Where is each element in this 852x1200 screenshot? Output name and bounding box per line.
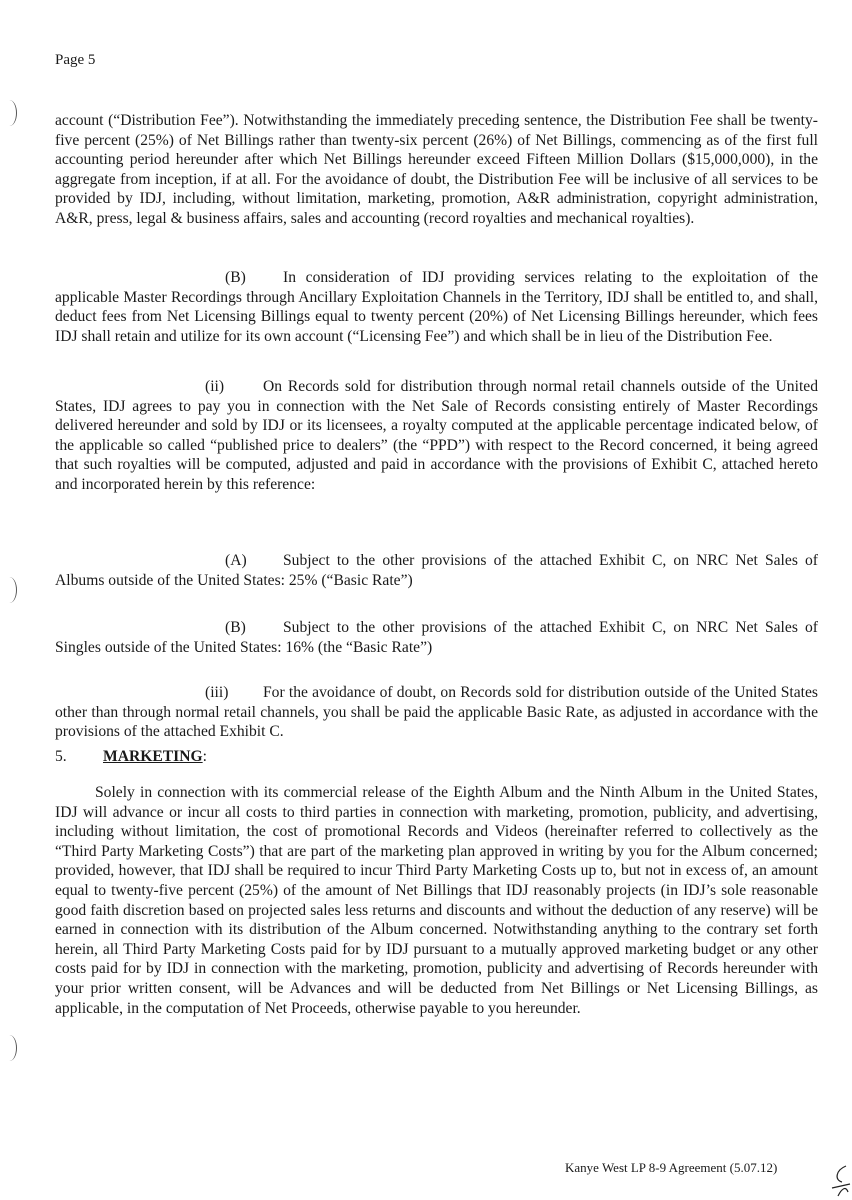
paragraph-foreign-royalty: [55, 377, 818, 495]
clause-text: For the avoidance of doubt, on Records sold for distribution outside of the United States other than through normal retail channels, you shall be paid the applicable Basic Rate, as adjusted in accordance with the provisions of the attached Exhibit C.: [55, 684, 818, 741]
binder-hole-mark: [2, 100, 17, 126]
clause-label: (B): [225, 619, 246, 636]
paragraph-distribution-fee: account (“Distribution Fee”). Notwithstanding the immediately preceding sentence, the Distribution Fee shall be twenty-five percent (25%) of Net Billings rather than twenty-six percent (26%) of Net Billings, commencing as of the first full accounting period hereunder after which Net Billings hereunder exceed Fifteen Million Dollars ($15,000,000), in the aggregate from inception, if at all. For the avoidance of doubt, the Distribution Fee will be inclusive of all services to be provided by IDJ, including, without limitation, marketing, promotion, A&R administration, copyright administration, A&R, press, legal & business affairs, sales and accounting (record royalties and mechanical royalties).: [55, 112, 818, 227]
section-colon: :: [202, 748, 207, 765]
section-heading-marketing: [55, 748, 207, 766]
clause-label: (iii): [205, 684, 229, 701]
clause-text: On Records sold for distribution through normal retail channels outside of the United States, IDJ agrees to pay you in connection with the Net Sale of Records consisting entirely of Master Recordings delivered hereunder and sold by IDJ or its licensees, a royalty computed at the applicable percentage indicated below, of the applicable so called “published price to dealers” (the “PPD”) with respect to the Record concerned, it being agreed that such royalties will be computed, adjusted and paid in accordance with the provisions of Exhibit C, attached hereto and incorporated herein by this reference:: [55, 378, 818, 493]
section-number: 5.: [55, 748, 67, 765]
clause-text: Subject to the other provisions of the attached Exhibit C, on NRC Net Sales of Albums outside of the United States: 25% (“Basic Rate”): [55, 552, 818, 589]
initials-signature: [828, 1162, 852, 1200]
clause-label: (ii): [205, 378, 225, 395]
binder-hole-mark: [2, 577, 17, 603]
clause-text: In consideration of IDJ providing services relating to the exploitation of the applicable Master Recordings through Ancillary Exploitation Channels in the Territory, IDJ shall be entitled to, and shall, deduct fees from Net Licensing Billings equal to twenty percent (20%) of Net Licensing Billings hereunder, which fees IDJ shall retain and utilize for its own account (“Licensing Fee”) and which shall be in lieu of the Distribution Fee.: [55, 269, 818, 345]
section-title: MARKETING: [103, 748, 203, 765]
binder-hole-mark: [2, 1035, 17, 1061]
clause-label: (B): [225, 269, 246, 286]
paragraph-non-retail: [55, 683, 818, 742]
paragraph-albums-rate: [55, 551, 818, 590]
clause-label: (A): [225, 552, 247, 569]
section-body: Solely in connection with its commercial release of the Eighth Album and the Ninth Album in the United States, IDJ will advance or incur all costs to third parties in connection with marketing, promotion, publicity, and advertising, including without limitation, the cost of promotional Records and Videos (hereinafter referred to collectively as the “Third Party Marketing Costs”) that are part of the marketing plan approved in writing by you for the Album concerned; provided, however, that IDJ shall be required to incur Third Party Marketing Costs up to, but not in excess of, an amount equal to twenty-five percent (25%) of the amount of Net Billings that IDJ reasonably projects (in IDJ’s sole reasonable good faith discretion based on projected sales less returns and discounts and without the deduction of any reserve) will be earned in connection with its distribution of the Album concerned. Notwithstanding anything to the contrary set forth herein, all Third Party Marketing Costs paid for by IDJ pursuant to a mutually approved marketing budget or any other costs paid for by IDJ in connection with the marketing, promotion, publicity and advertising of Records hereunder with your prior written consent, will be Advances and will be deducted from Net Billings or Net Licensing Billings, as applicable, in the computation of Net Proceeds, otherwise payable to you hereunder.: [55, 784, 818, 1017]
paragraph-licensing-fee: [55, 268, 818, 346]
page-number: Page 5: [55, 52, 96, 68]
clause-text: Subject to the other provisions of the attached Exhibit C, on NRC Net Sales of Singles outside of the United States: 16% (the “Basic Rate”): [55, 619, 818, 656]
paragraph-marketing: [55, 783, 818, 1018]
paragraph-singles-rate: [55, 618, 818, 657]
footer-document-label: Kanye West LP 8-9 Agreement (5.07.12): [565, 1160, 778, 1175]
